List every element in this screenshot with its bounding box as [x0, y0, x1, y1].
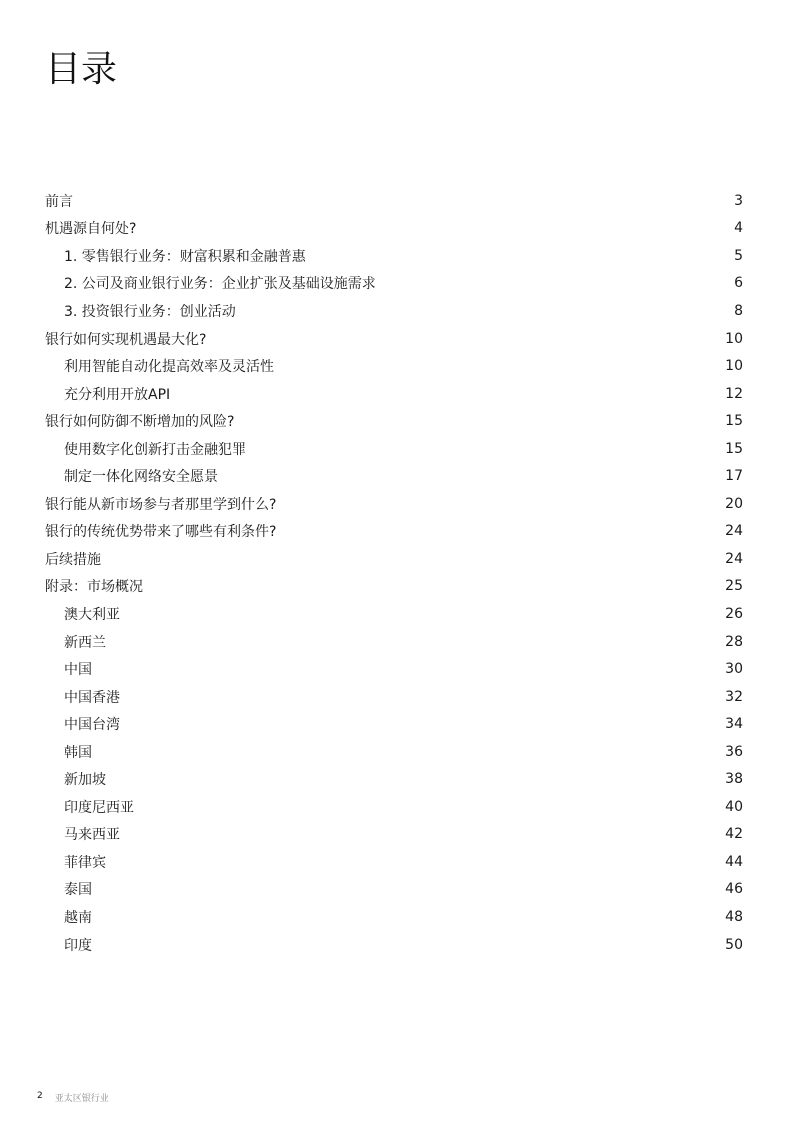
toc-entry-page-number: 5 [734, 247, 743, 264]
toc-entry-label: 1. 零售银行业务：财富积累和金融普惠 [64, 248, 306, 265]
toc-entry-label: 澳大利亚 [64, 606, 120, 623]
toc-entry[interactable] [45, 793, 743, 821]
toc-entry-label: 充分利用开放API [64, 386, 171, 403]
table-of-contents [45, 187, 743, 958]
toc-entry-page-number: 40 [725, 798, 743, 815]
toc-entry[interactable] [45, 270, 743, 298]
toc-entry-page-number: 8 [734, 302, 743, 319]
toc-entry[interactable] [45, 352, 743, 380]
toc-entry[interactable] [45, 683, 743, 711]
page-footer [37, 1091, 109, 1104]
toc-entry[interactable] [45, 848, 743, 876]
toc-entry-label: 中国台湾 [64, 717, 120, 734]
toc-entry-page-number: 24 [725, 550, 743, 567]
toc-entry-page-number: 4 [734, 220, 743, 237]
toc-entry[interactable] [45, 462, 743, 490]
toc-entry-label: 后续措施 [45, 551, 101, 568]
toc-entry-page-number: 46 [725, 881, 743, 898]
toc-entry[interactable] [45, 876, 743, 904]
toc-entry-label: 3. 投资银行业务：创业活动 [64, 303, 236, 320]
toc-entry-page-number: 48 [725, 908, 743, 925]
toc-entry-label: 2. 公司及商业银行业务：企业扩张及基础设施需求 [64, 276, 376, 293]
toc-entry-label: 附录：市场概况 [45, 579, 143, 596]
toc-entry[interactable] [45, 903, 743, 931]
toc-entry-page-number: 12 [725, 385, 743, 402]
footer-report-name: 亚太区银行业 [54, 1094, 109, 1104]
toc-entry-label: 印度 [64, 937, 92, 954]
toc-entry-label: 利用智能自动化提高效率及灵活性 [64, 359, 274, 376]
toc-entry-page-number: 25 [725, 578, 743, 595]
footer-page-number: 2 [37, 1091, 43, 1101]
toc-entry[interactable] [45, 738, 743, 766]
toc-entry-label: 制定一体化网络安全愿景 [64, 469, 218, 486]
toc-entry[interactable] [45, 325, 743, 353]
toc-entry-page-number: 6 [734, 275, 743, 292]
toc-entry[interactable] [45, 518, 743, 546]
toc-entry[interactable] [45, 931, 743, 959]
toc-entry-page-number: 36 [725, 743, 743, 760]
toc-entry-label: 银行能从新市场参与者那里学到什么? [45, 496, 277, 513]
toc-entry-page-number: 34 [725, 716, 743, 733]
toc-entry[interactable] [45, 380, 743, 408]
toc-entry-page-number: 26 [725, 605, 743, 622]
toc-entry[interactable] [45, 821, 743, 849]
toc-entry-label: 中国香港 [64, 689, 120, 706]
toc-entry-label: 菲律宾 [64, 854, 106, 871]
toc-entry-page-number: 38 [725, 771, 743, 788]
toc-entry[interactable] [45, 545, 743, 573]
toc-entry-label: 银行的传统优势带来了哪些有利条件? [45, 524, 277, 541]
toc-entry-label: 泰国 [64, 882, 92, 899]
toc-entry-page-number: 28 [725, 633, 743, 650]
toc-entry-page-number: 42 [725, 826, 743, 843]
toc-entry[interactable] [45, 765, 743, 793]
toc-entry-page-number: 32 [725, 688, 743, 705]
toc-entry-label: 银行如何防御不断增加的风险? [45, 414, 235, 431]
toc-entry-label: 越南 [64, 909, 92, 926]
toc-entry-page-number: 10 [725, 358, 743, 375]
toc-entry-label: 银行如何实现机遇最大化? [45, 331, 207, 348]
toc-entry-page-number: 15 [725, 440, 743, 457]
toc-entry[interactable] [45, 435, 743, 463]
toc-entry[interactable] [45, 187, 743, 215]
toc-entry-label: 使用数字化创新打击金融犯罪 [64, 441, 246, 458]
toc-entry[interactable] [45, 215, 743, 243]
toc-entry-page-number: 44 [725, 853, 743, 870]
toc-entry[interactable] [45, 573, 743, 601]
toc-entry[interactable] [45, 655, 743, 683]
toc-entry-label: 机遇源自何处? [45, 221, 137, 238]
toc-entry-label: 新西兰 [64, 634, 106, 651]
toc-entry-label: 中国 [64, 662, 92, 679]
toc-entry-label: 韩国 [64, 744, 92, 761]
toc-entry-page-number: 24 [725, 523, 743, 540]
page-title: 目录 [45, 49, 118, 90]
toc-entry-page-number: 30 [725, 661, 743, 678]
toc-entry[interactable] [45, 297, 743, 325]
toc-entry[interactable] [45, 242, 743, 270]
toc-entry-page-number: 50 [725, 936, 743, 953]
toc-entry-label: 新加坡 [64, 772, 106, 789]
toc-entry-page-number: 15 [725, 413, 743, 430]
toc-entry-page-number: 10 [725, 330, 743, 347]
toc-entry-page-number: 17 [725, 468, 743, 485]
toc-entry[interactable] [45, 628, 743, 656]
toc-entry[interactable] [45, 490, 743, 518]
toc-entry-label: 马来西亚 [64, 827, 120, 844]
toc-entry[interactable] [45, 407, 743, 435]
toc-entry[interactable] [45, 710, 743, 738]
toc-entry-label: 前言 [45, 193, 73, 210]
toc-entry[interactable] [45, 600, 743, 628]
toc-entry-page-number: 3 [734, 192, 743, 209]
toc-entry-page-number: 20 [725, 495, 743, 512]
toc-entry-label: 印度尼西亚 [64, 799, 134, 816]
